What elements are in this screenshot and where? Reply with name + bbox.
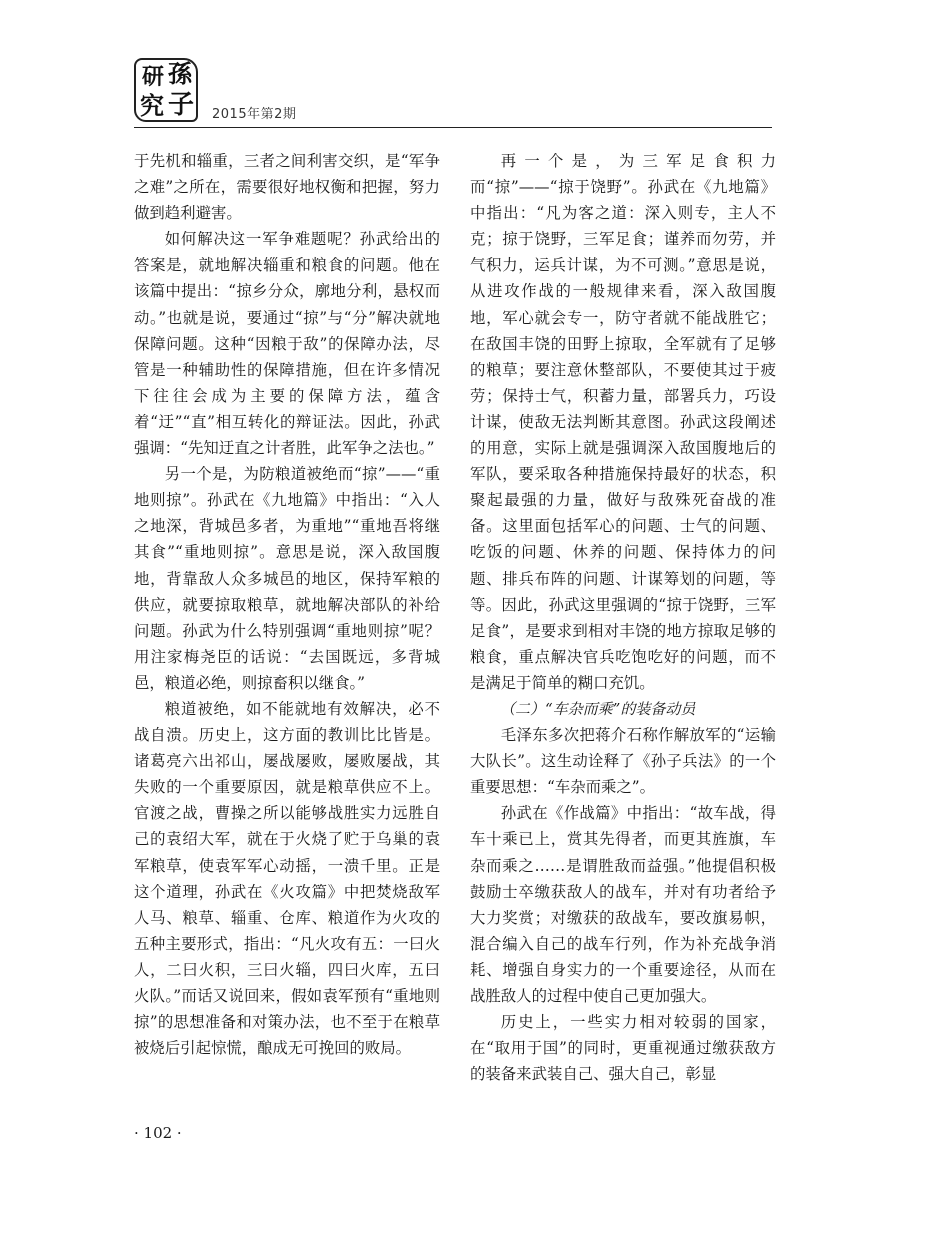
paragraph: 毛泽东多次把蒋介石称作解放军的“运输大队长”。这生动诠释了《孙子兵法》的一个重要思想：“车杂而乘之”。: [470, 726, 776, 797]
issue-label: 2015年第2期: [212, 107, 297, 122]
paragraph: 历史上，一些实力相对较弱的国家，在“取用于国”的同时，更重视通过缴获敌方的装备来武装自己、强大自己，彰显: [470, 1013, 776, 1084]
header-rule: [134, 127, 772, 128]
paragraph: 孙武在《作战篇》中指出：“故车战，得车十乘已上，赏其先得者，而更其旌旗，车杂而乘之……是谓胜敌而益强。”他提倡积极鼓励士卒缴获敌人的战车，并对有功者给予大力奖赏；对缴获的敌战车，要改旗易帜，混合编入自己的战车行列，作为补充战争消耗、增强自身实力的一个重要途径，从而在战胜敌人的过程中使自己更加强大。: [470, 804, 776, 1005]
journal-logo: [134, 58, 198, 122]
logo-char-3: 究: [140, 91, 164, 120]
logo-char-1: 研: [142, 64, 165, 90]
left-column: [134, 148, 440, 1061]
paragraph: 粮道被绝，如不能就地有效解决，必不战自溃。历史上，这方面的教训比比皆是。诸葛亮六出祁山，屡战屡败，屡败屡战，其失败的一个重要原因，就是粮草供应不上。官渡之战，曹操之所以能够战胜实力远胜自己的袁绍大军，就在于火烧了贮于乌巢的袁军粮草，使袁军军心动摇，一溃千里。正是这个道理，孙武在《火攻篇》中把焚烧敌军人马、粮草、辎重、仓库、粮道作为火攻的五种主要形式，指出：“凡火攻有五：一曰火人，二曰火积，三曰火辎，四曰火库，五曰火队。”而话又说回来，假如袁军预有“重地则掠”的思想准备和对策办法，也不至于在粮草被烧后引起惊慌，酿成无可挽回的败局。: [134, 699, 440, 1058]
paragraph: 另一个是，为防粮道被绝而“掠”——“重地则掠”。孙武在《九地篇》中指出：“入人之地深，背城邑多者，为重地”“重地吾将继其食”“重地则掠”。意思是说，深入敌国腹地，背靠敌人众多城邑的地区，保持军粮的供应，就要掠取粮草，就地解决部队的补给问题。孙武为什么特别强调“重地则掠”呢？用注家梅尧臣的话说：“去国既远，多背城邑，粮道必绝，则掠畜积以继食。”: [134, 465, 440, 692]
right-column: [470, 148, 776, 1087]
paragraph: 如何解决这一军争难题呢？孙武给出的答案是，就地解决辎重和粮食的问题。他在该篇中提出：“掠乡分众，廓地分利，悬权而动。”也就是说，要通过“掠”与“分”解决就地保障问题。这种“因粮于敌”的保障办法，尽管是一种辅助性的保障措施，但在许多情况下往往会成为主要的保障方法，蕴含着“迂”“直”相互转化的辩证法。因此，孙武强调：“先知迂直之计者胜，此军争之法也。”: [134, 230, 440, 458]
logo-char-4: 子: [168, 90, 195, 120]
page-number: · 102 ·: [134, 1124, 182, 1142]
paragraph: 于先机和辎重，三者之间利害交织，是“军争之难”之所在，需要很好地权衡和把握，努力做到趋利避害。: [134, 152, 440, 223]
paragraph: 再一个是，为三军足食积力而“掠”——“掠于饶野”。孙武在《九地篇》中指出：“凡为客之道：深入则专，主人不克；掠于饶野，三军足食；谨养而勿劳，并气积力，运兵计谋，为不可测。”意思是说，从进攻作战的一般规律来看，深入敌国腹地，军心就会专一，防守者就不能战胜它；在敌国丰饶的田野上掠取，全军就有了足够的粮草；要注意休整部队，不要使其过于疲劳；保持士气，积蓄力量，部署兵力，巧设计谋，使敌无法判断其意图。孙武这段阐述的用意，实际上就是强调深入敌国腹地后的军队，要采取各种措施保持最好的状态，积聚起最强的力量，做好与敌殊死奋战的准备。这里面包括军心的问题、士气的问题、吃饭的问题、休养的问题、保持体力的问题、排兵布阵的问题、计谋筹划的问题，等等。因此，孙武这里强调的“掠于饶野，三军足食”，是要求到相对丰饶的地方掠取足够的粮食，重点解决官兵吃饱吃好的问题，而不是满足于简单的糊口充饥。: [470, 152, 776, 692]
logo-char-2: 孫: [168, 59, 192, 88]
section-heading: （二）“车杂而乘”的装备动员: [500, 699, 696, 718]
